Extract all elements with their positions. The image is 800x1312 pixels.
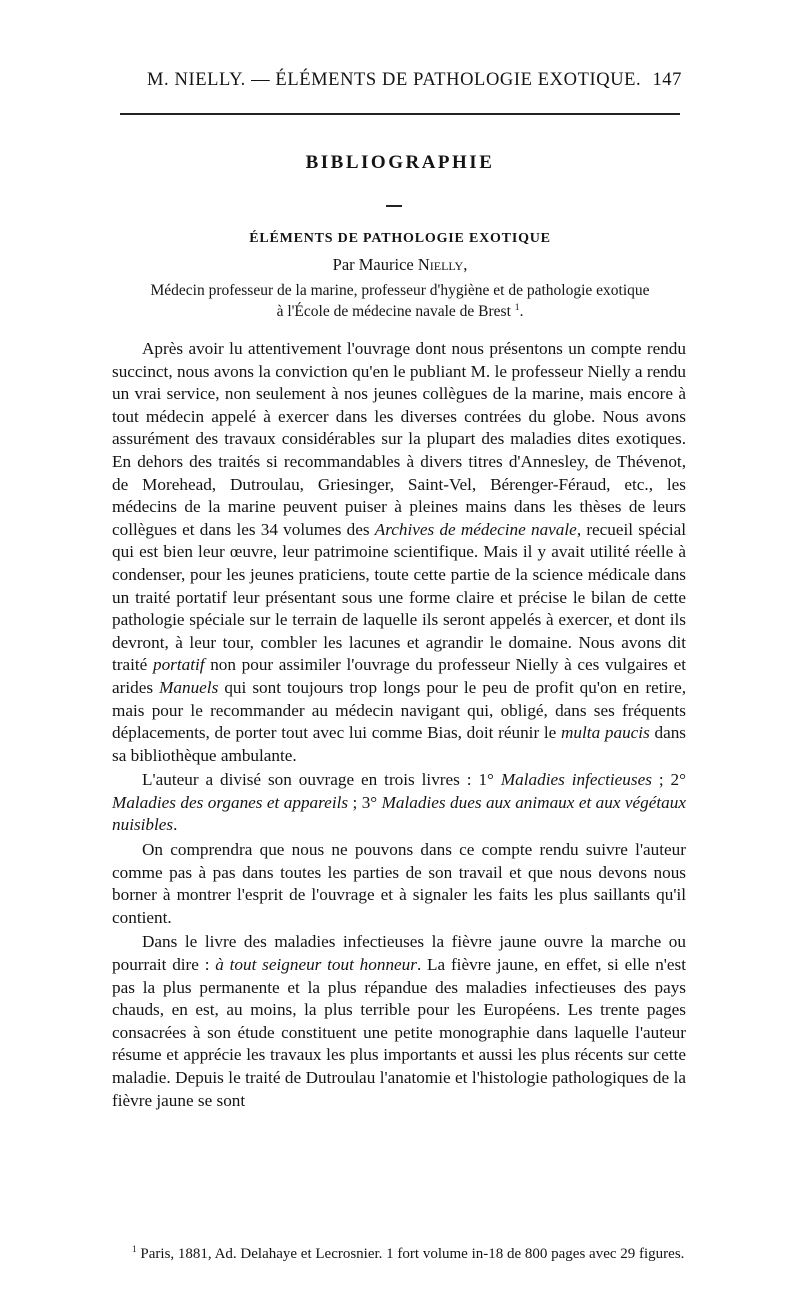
book-author	[0, 255, 800, 275]
author-description-line-2	[0, 303, 800, 321]
page-number: 147	[652, 70, 682, 90]
paragraph-3: On comprendra que nous ne pouvons dans ce compte rendu suivre l'auteur comme pas à pas dans toutes les parties de son travail et que nous devons nous borner à montrer l'esprit de l'ouvrage et à signaler les faits les plus saillants qu'il contient.	[112, 840, 686, 927]
journal-title: Archives de médecine navale	[374, 519, 577, 539]
emphasis-manuels: Manuels	[159, 677, 219, 697]
footnote	[112, 1244, 686, 1264]
emphasis-quote: à tout seigneur tout honneur	[215, 955, 417, 975]
description-period: .	[519, 303, 524, 320]
running-title: M. NIELLY. — ÉLÉMENTS DE PATHOLOGIE EXOTIQUE.	[147, 70, 642, 90]
header-rule	[120, 113, 680, 115]
section-title: BIBLIOGRAPHIE	[305, 152, 495, 173]
book-part-2: Maladies des organes et appareils	[112, 792, 349, 812]
paragraph-2: L'auteur a divisé son ouvrage en trois livres : 1° Maladies infectieuses ; 2° Maladies des organes et appareils ; 3° Maladies dues aux animaux et aux végétaux nuisibles.	[112, 770, 686, 835]
footnote-mark: 1	[132, 1245, 137, 1255]
emphasis-multa-paucis: multa paucis	[561, 723, 650, 743]
book-part-3: Maladies dues aux animaux et aux végétaux nuisibles	[112, 792, 686, 835]
book-title: ÉLÉMENTS DE PATHOLOGIE EXOTIQUE	[249, 231, 551, 246]
paragraph-4: Dans le livre des maladies infectieuses la fièvre jaune ouvre la marche ou pourrait dire : à tout seigneur tout honneur. La fièvre jaune, en effet, si elle n'est pas la plus permanente et la plus répandue des maladies infectieuses des pays chauds, en est, au moins, la plus terrible pour les Européens. Les trente pages consacrées à son étude constituent une petite monographie dans laquelle l'auteur résume et apprécie les travaux les plus importants et aussi les plus récents sur cette maladie. Depuis le traité de Dutroulau l'anatomie et l'histologie pathologiques de la fièvre jaune se sont	[112, 932, 686, 1110]
book-part-1: Maladies infectieuses	[500, 770, 652, 790]
author-description: Médecin professeur de la marine, professeur d'hygiène et de pathologie exotique	[150, 282, 650, 299]
paragraph-1: Après avoir lu attentivement l'ouvrage dont nous présentons un compte rendu succinct, nous avons la conviction qu'en le publiant M. le professeur Nielly a rendu un vrai service, non seulement à nos jeunes collègues de la marine, mais encore à tout médecin appelé à exercer dans les diverses contrées du globe. Nous avons assurément des travaux considérables sur la plupart des maladies dites exotiques. En dehors des traités si recommandables à divers titres d'Annesley, de Thévenot, de Morehead, Dutroulau, Griesinger, Saint-Vel, Bérenger-Féraud, etc., les médecins de la marine peuvent puiser à pleines mains dans les thèses de leurs collègues et dans les 34 volumes des Archives de médecine navale, recueil spécial qui est bien leur œuvre, leur patrimoine scientifique. Mais il y avait utilité réelle à condenser, pour les jeunes praticiens, toute cette partie de la science médicale dans un traité portatif leur présentant sous une forme claire et précise le bilan de cette pathologie spéciale sur le terrain de laquelle ils seront appelés à exercer, et dont ils devront, à leur tour, combler les lacunes et agrandir le domaine. Nous avons dit traité portatif non pour assimiler l'ouvrage du professeur Nielly à ces vulgaires et arides Manuels qui sont toujours trop longs pour le peu de profit qu'on en retire, mais pour le recommander au médecin navigant qui, obligé, dans ses fréquents déplacements, de porter tout avec lui comme Bias, doit réunir le multa paucis dans sa bibliothèque ambulante.	[112, 339, 687, 765]
title-divider	[386, 205, 402, 207]
author-school: à l'École de médecine navale de Brest	[276, 303, 511, 320]
review-body	[112, 338, 686, 1112]
author-name: Nielly,	[417, 255, 468, 274]
footnote-reference: 1	[514, 301, 520, 313]
footnote-text: $^1$ Paris, 1881, Ad. Delahaye et Lecrosnier. 1 fort volume in-18 de 800 pages avec 29 figures.	[132, 1245, 685, 1262]
author-prefix: Par Maurice	[332, 255, 418, 274]
emphasis-portatif: portatif	[152, 655, 205, 675]
running-header	[147, 70, 682, 91]
